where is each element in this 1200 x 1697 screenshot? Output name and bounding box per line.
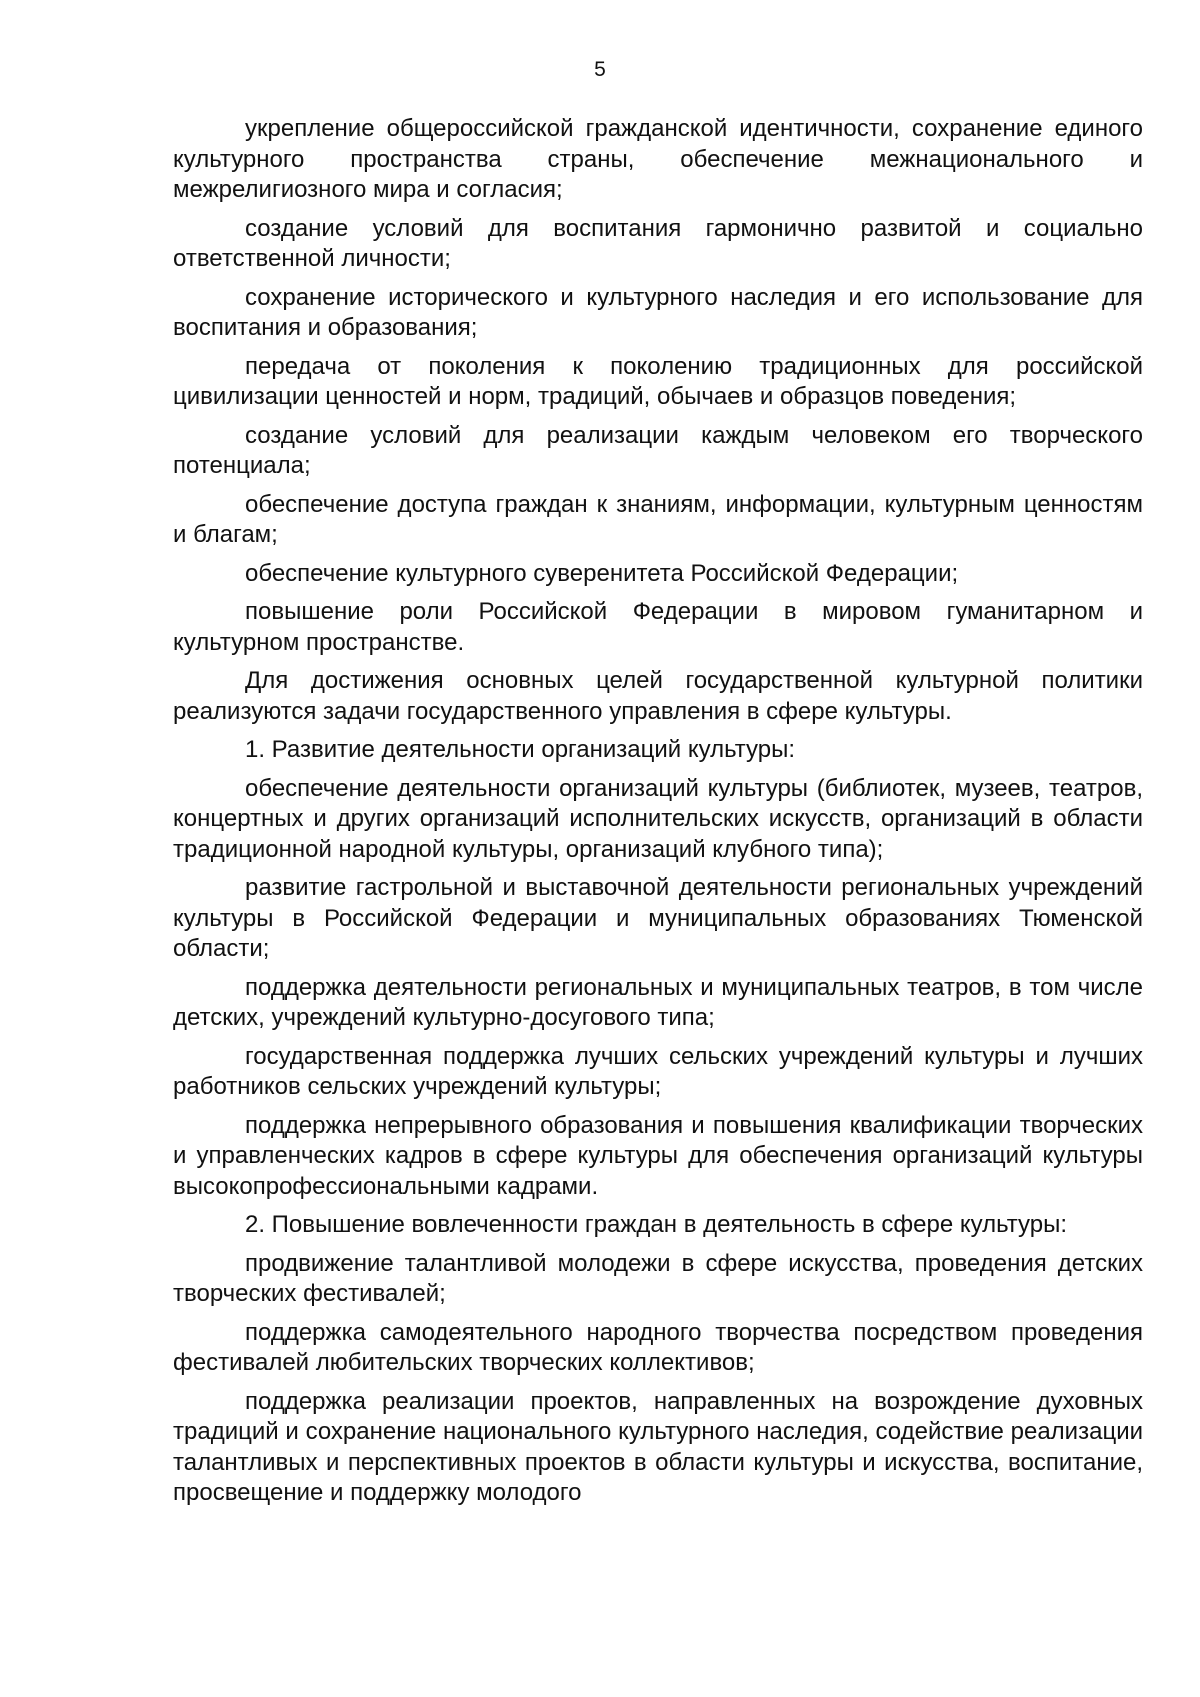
paragraph-youth: продвижение талантливой молодежи в сфере искусства, проведения детских творческих фестивалей; (173, 1249, 1143, 1307)
paragraph-touring: развитие гастрольной и выставочной деятельности региональных учреждений культуры в Российской Федерации и муниципальных образованиях Тюменской области; (173, 874, 1143, 962)
paragraph-amateur: поддержка самодеятельного народного творчества посредством проведения фестивалей любительских творческих коллективов; (173, 1318, 1143, 1376)
paragraph-tasks-intro: Для достижения основных целей государственной культурной политики реализуются задачи государственного управления в сфере культуры. (173, 667, 1143, 725)
paragraph-projects: поддержка реализации проектов, направленных на возрождение духовных традиций и сохранение национального культурного наследия, содействие реализации талантливых и перспективных проектов в области культуры и искусства, воспитание, просвещение и поддержку молодого (173, 1387, 1143, 1506)
paragraph-personality: создание условий для воспитания гармонично развитой и социально ответственной личности; (173, 214, 1143, 272)
paragraph-identity: укрепление общероссийской гражданской идентичности, сохранение единого культурного пространства страны, обеспечение межнационального и межрелигиозного мира и согласия; (173, 115, 1143, 203)
paragraph-organizations: обеспечение деятельности организаций культуры (библиотек, музеев, театров, концертных и других организаций исполнительских искусств, организаций в области традиционной народной культуры, организаций клубного типа); (173, 774, 1143, 863)
section-heading-1: 1. Развитие деятельности организаций культуры: (245, 736, 795, 763)
paragraph-heritage: сохранение исторического и культурного наследия и его использование для воспитания и образования; (173, 283, 1143, 341)
document-body (173, 114, 1143, 1517)
section-heading-2: 2. Повышение вовлеченности граждан в деятельность в сфере культуры: (245, 1211, 1068, 1238)
paragraph-rural-support: государственная поддержка лучших сельских учреждений культуры и лучших работников сельских учреждений культуры; (173, 1042, 1143, 1100)
paragraph-traditions: передача от поколения к поколению традиционных для российской цивилизации ценностей и норм, традиций, обычаев и образцов поведения; (173, 352, 1143, 410)
paragraph-global-role: повышение роли Российской Федерации в мировом гуманитарном и культурном пространстве. (173, 598, 1143, 656)
paragraph-creative-potential: создание условий для реализации каждым человеком его творческого потенциала; (173, 421, 1143, 479)
paragraph-theatres: поддержка деятельности региональных и муниципальных театров, в том числе детских, учреждений культурно-досугового типа; (173, 973, 1143, 1031)
page-number: 5 (594, 58, 606, 81)
paragraph-sovereignty: обеспечение культурного суверенитета Российской Федерации; (245, 559, 959, 587)
paragraph-access: обеспечение доступа граждан к знаниям, информации, культурным ценностям и благам; (173, 490, 1143, 548)
paragraph-education: поддержка непрерывного образования и повышения квалификации творческих и управленческих кадров в сфере культуры для обеспечения организаций культуры высокопрофессиональными кадрами. (173, 1111, 1143, 1200)
